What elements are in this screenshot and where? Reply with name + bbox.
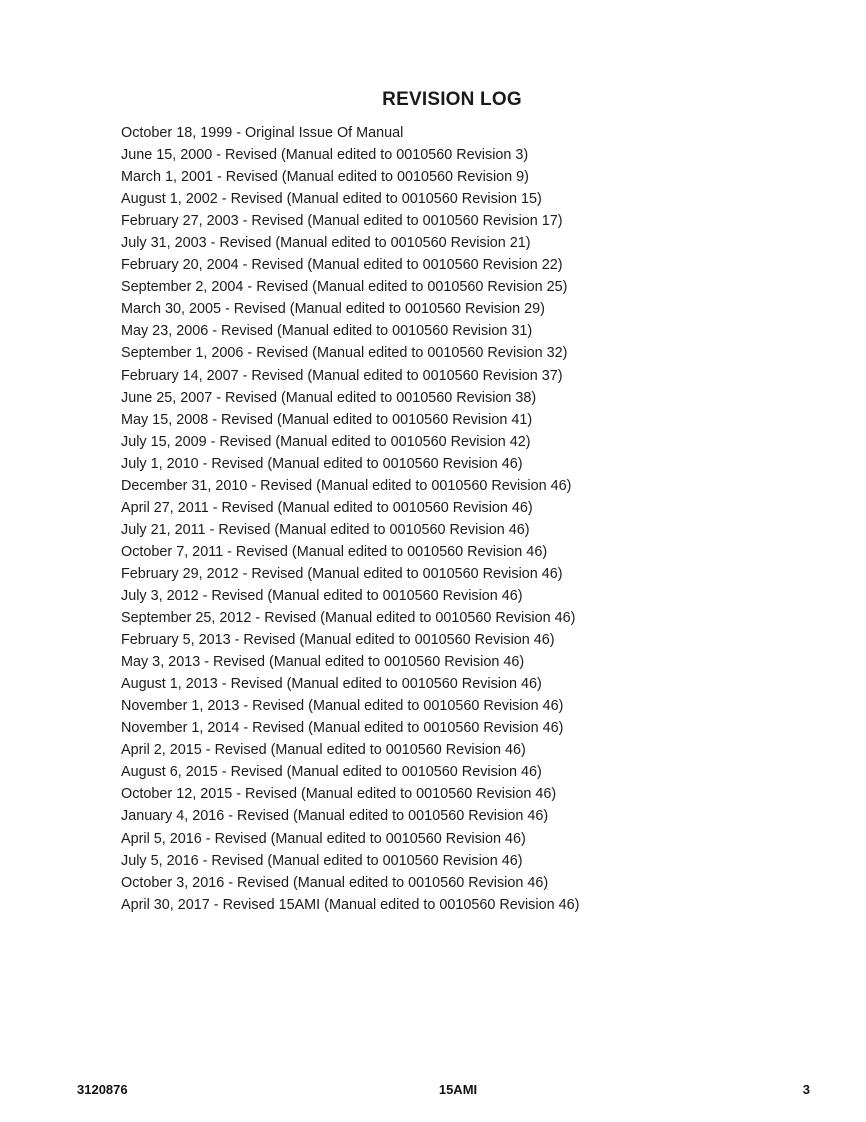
revision-entry: September 25, 2012 - Revised (Manual edited to 0010560 Revision 46) (121, 610, 576, 627)
revision-entry: April 27, 2011 - Revised (Manual edited to 0010560 Revision 46) (121, 499, 533, 516)
revision-entry: February 5, 2013 - Revised (Manual edited to 0010560 Revision 46) (121, 632, 555, 649)
revision-entry: May 23, 2006 - Revised (Manual edited to 0010560 Revision 31) (121, 323, 533, 340)
revision-list (121, 122, 579, 916)
footer-doc-number: 3120876 (77, 1082, 128, 1097)
revision-entry: April 5, 2016 - Revised (Manual edited to 0010560 Revision 46) (121, 830, 526, 847)
revision-entry: June 25, 2007 - Revised (Manual edited to 0010560 Revision 38) (121, 389, 537, 406)
revision-entry: November 1, 2013 - Revised (Manual edited to 0010560 Revision 46) (121, 698, 564, 715)
revision-entry: October 7, 2011 - Revised (Manual edited to 0010560 Revision 46) (121, 543, 548, 560)
revision-entry: August 1, 2002 - Revised (Manual edited to 0010560 Revision 15) (121, 191, 542, 208)
revision-entry: March 1, 2001 - Revised (Manual edited to 0010560 Revision 9) (121, 169, 529, 186)
revision-entry: July 21, 2011 - Revised (Manual edited to 0010560 Revision 46) (121, 521, 530, 538)
revision-entry: May 15, 2008 - Revised (Manual edited to 0010560 Revision 41) (121, 411, 533, 428)
revision-entry: October 12, 2015 - Revised (Manual edited to 0010560 Revision 46) (121, 786, 557, 803)
revision-entry: May 3, 2013 - Revised (Manual edited to 0010560 Revision 46) (121, 654, 525, 671)
page-footer (0, 1082, 866, 1102)
revision-entry: February 27, 2003 - Revised (Manual edited to 0010560 Revision 17) (121, 213, 563, 230)
revision-entry: February 14, 2007 - Revised (Manual edited to 0010560 Revision 37) (121, 367, 563, 384)
footer-model: 15AMI (438, 1082, 478, 1097)
revision-entry: October 3, 2016 - Revised (Manual edited to 0010560 Revision 46) (121, 874, 549, 891)
revision-entry: February 29, 2012 - Revised (Manual edited to 0010560 Revision 46) (121, 565, 563, 582)
page-title: REVISION LOG (382, 89, 522, 110)
revision-entry: March 30, 2005 - Revised (Manual edited to 0010560 Revision 29) (121, 301, 545, 318)
revision-entry: September 2, 2004 - Revised (Manual edited to 0010560 Revision 25) (121, 279, 568, 296)
revision-entry: February 20, 2004 - Revised (Manual edited to 0010560 Revision 22) (121, 257, 563, 274)
revision-entry: October 18, 1999 - Original Issue Of Manual (121, 125, 404, 141)
revision-entry: August 6, 2015 - Revised (Manual edited to 0010560 Revision 46) (121, 764, 542, 781)
revision-entry: July 5, 2016 - Revised (Manual edited to 0010560 Revision 46) (121, 852, 523, 869)
revision-entry: July 3, 2012 - Revised (Manual edited to 0010560 Revision 46) (121, 587, 523, 604)
revision-entry: June 15, 2000 - Revised (Manual edited to 0010560 Revision 3) (121, 147, 529, 164)
footer-page-number: 3 (802, 1082, 810, 1097)
revision-entry: July 31, 2003 - Revised (Manual edited to 0010560 Revision 21) (121, 235, 531, 252)
revision-entry: December 31, 2010 - Revised (Manual edited to 0010560 Revision 46) (121, 477, 572, 494)
revision-entry: January 4, 2016 - Revised (Manual edited to 0010560 Revision 46) (121, 808, 549, 825)
revision-entry: April 30, 2017 - Revised 15AMI (Manual edited to 0010560 Revision 46) (121, 896, 580, 913)
revision-entry: September 1, 2006 - Revised (Manual edited to 0010560 Revision 32) (121, 345, 568, 362)
revision-entry: April 2, 2015 - Revised (Manual edited to 0010560 Revision 46) (121, 742, 526, 759)
revision-entry: July 15, 2009 - Revised (Manual edited to 0010560 Revision 42) (121, 433, 531, 450)
revision-entry: July 1, 2010 - Revised (Manual edited to 0010560 Revision 46) (121, 455, 523, 472)
revision-entry: November 1, 2014 - Revised (Manual edited to 0010560 Revision 46) (121, 720, 564, 737)
revision-entry: August 1, 2013 - Revised (Manual edited to 0010560 Revision 46) (121, 676, 542, 693)
